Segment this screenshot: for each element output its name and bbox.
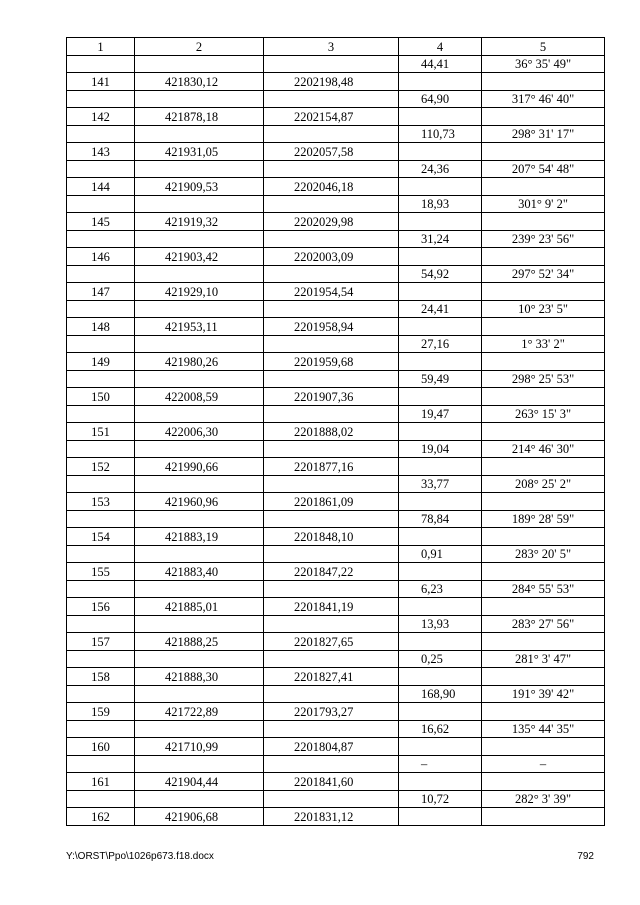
segment-distance: 19,47 (399, 406, 482, 423)
empty-cell (482, 458, 605, 476)
segment-row (67, 651, 605, 668)
header-cell: 1 (67, 38, 135, 56)
empty-cell (482, 703, 605, 721)
empty-cell (399, 423, 482, 441)
empty-cell (67, 91, 135, 108)
empty-cell (135, 91, 264, 108)
y-coordinate: 2201804,87 (264, 738, 399, 756)
y-coordinate: 2201847,22 (264, 563, 399, 581)
empty-cell (67, 336, 135, 353)
point-number: 157 (67, 633, 135, 651)
empty-cell (264, 616, 399, 633)
empty-cell (482, 668, 605, 686)
segment-distance: 54,92 (399, 266, 482, 283)
x-coordinate: 421980,26 (135, 353, 264, 371)
segment-direction-angle: 317° 46' 40" (482, 91, 605, 108)
point-row (67, 108, 605, 126)
empty-cell (67, 546, 135, 563)
segment-direction-angle: 239° 23' 56" (482, 231, 605, 248)
segment-direction-angle: 263° 15' 3" (482, 406, 605, 423)
point-row (67, 493, 605, 511)
segment-direction-angle: 208° 25' 2" (482, 476, 605, 493)
empty-cell (67, 56, 135, 73)
y-coordinate: 2201841,19 (264, 598, 399, 616)
point-number: 160 (67, 738, 135, 756)
segment-row (67, 546, 605, 563)
empty-cell (67, 686, 135, 703)
empty-cell (399, 528, 482, 546)
x-coordinate: 422008,59 (135, 388, 264, 406)
point-row (67, 143, 605, 161)
empty-cell (67, 651, 135, 668)
segment-direction-angle: 1° 33' 2" (482, 336, 605, 353)
empty-cell (135, 616, 264, 633)
point-number: 144 (67, 178, 135, 196)
x-coordinate: 421906,68 (135, 808, 264, 826)
empty-cell (135, 511, 264, 528)
x-coordinate: 421885,01 (135, 598, 264, 616)
empty-cell (135, 161, 264, 178)
segment-row (67, 126, 605, 143)
empty-cell (482, 318, 605, 336)
point-number: 148 (67, 318, 135, 336)
segment-row (67, 476, 605, 493)
empty-cell (135, 581, 264, 598)
segment-row (67, 511, 605, 528)
segment-distance: 33,77 (399, 476, 482, 493)
empty-cell (264, 56, 399, 73)
segment-direction-angle: 10° 23' 5" (482, 301, 605, 318)
x-coordinate: 421919,32 (135, 213, 264, 231)
empty-cell (482, 528, 605, 546)
segment-row (67, 686, 605, 703)
empty-cell (67, 126, 135, 143)
x-coordinate: 421888,30 (135, 668, 264, 686)
y-coordinate: 2201841,60 (264, 773, 399, 791)
segment-row (67, 161, 605, 178)
empty-cell (482, 178, 605, 196)
point-row (67, 808, 605, 826)
empty-cell (135, 756, 264, 773)
header-cell: 5 (482, 38, 605, 56)
x-coordinate: 421888,25 (135, 633, 264, 651)
empty-cell (399, 598, 482, 616)
point-number: 141 (67, 73, 135, 91)
empty-cell (482, 248, 605, 266)
point-number: 145 (67, 213, 135, 231)
x-coordinate: 421960,96 (135, 493, 264, 511)
point-row (67, 773, 605, 791)
empty-cell (135, 721, 264, 738)
empty-cell (264, 126, 399, 143)
empty-cell (399, 808, 482, 826)
empty-cell (482, 773, 605, 791)
y-coordinate: 2201793,27 (264, 703, 399, 721)
point-row (67, 458, 605, 476)
empty-cell (67, 406, 135, 423)
empty-cell (67, 196, 135, 213)
empty-cell (135, 336, 264, 353)
segment-row (67, 231, 605, 248)
y-coordinate: 2201907,36 (264, 388, 399, 406)
empty-cell (399, 283, 482, 301)
y-coordinate: 2202154,87 (264, 108, 399, 126)
empty-cell (67, 791, 135, 808)
empty-cell (135, 441, 264, 458)
empty-cell (135, 266, 264, 283)
point-number: 146 (67, 248, 135, 266)
empty-cell (264, 756, 399, 773)
page-number: 792 (577, 851, 594, 862)
segment-distance: 10,72 (399, 791, 482, 808)
empty-cell (135, 371, 264, 388)
empty-cell (135, 126, 264, 143)
empty-cell (399, 73, 482, 91)
segment-row (67, 441, 605, 458)
x-coordinate: 421883,40 (135, 563, 264, 581)
segment-distance: 168,90 (399, 686, 482, 703)
segment-direction-angle: 36° 35' 49" (482, 56, 605, 73)
segment-distance: 13,93 (399, 616, 482, 633)
segment-row (67, 406, 605, 423)
segment-distance: 16,62 (399, 721, 482, 738)
empty-cell (482, 633, 605, 651)
x-coordinate: 421904,44 (135, 773, 264, 791)
segment-direction-angle: 207° 54' 48" (482, 161, 605, 178)
empty-cell (135, 476, 264, 493)
empty-cell (399, 773, 482, 791)
y-coordinate: 2202029,98 (264, 213, 399, 231)
point-row (67, 703, 605, 721)
empty-cell (67, 231, 135, 248)
segment-distance: 24,36 (399, 161, 482, 178)
point-number: 162 (67, 808, 135, 826)
y-coordinate: 2202003,09 (264, 248, 399, 266)
empty-cell (399, 633, 482, 651)
point-number: 147 (67, 283, 135, 301)
x-coordinate: 421883,19 (135, 528, 264, 546)
segment-direction-angle: 298° 31' 17" (482, 126, 605, 143)
empty-cell (399, 318, 482, 336)
empty-cell (67, 371, 135, 388)
point-number: 150 (67, 388, 135, 406)
segment-direction-angle: 135° 44' 35" (482, 721, 605, 738)
table-header-row (67, 38, 605, 56)
segment-distance: 18,93 (399, 196, 482, 213)
segment-direction-angle: 301° 9' 2" (482, 196, 605, 213)
point-row (67, 248, 605, 266)
point-number: 159 (67, 703, 135, 721)
table-body (67, 56, 605, 826)
empty-cell (264, 336, 399, 353)
empty-cell (482, 283, 605, 301)
empty-cell (264, 651, 399, 668)
empty-cell (482, 108, 605, 126)
empty-cell (399, 213, 482, 231)
segment-distance: 19,04 (399, 441, 482, 458)
empty-cell (482, 493, 605, 511)
empty-cell (399, 353, 482, 371)
point-number: 149 (67, 353, 135, 371)
empty-cell (399, 668, 482, 686)
segment-distance: – (399, 756, 482, 773)
y-coordinate: 2201888,02 (264, 423, 399, 441)
segment-direction-angle: 283° 27' 56" (482, 616, 605, 633)
empty-cell (135, 406, 264, 423)
x-coordinate: 421722,89 (135, 703, 264, 721)
segment-direction-angle: 191° 39' 42" (482, 686, 605, 703)
empty-cell (264, 266, 399, 283)
empty-cell (264, 196, 399, 213)
y-coordinate: 2201827,41 (264, 668, 399, 686)
empty-cell (264, 791, 399, 808)
segment-row (67, 756, 605, 773)
empty-cell (264, 476, 399, 493)
point-row (67, 388, 605, 406)
empty-cell (482, 598, 605, 616)
segment-distance: 44,41 (399, 56, 482, 73)
empty-cell (399, 178, 482, 196)
segment-row (67, 336, 605, 353)
y-coordinate: 2202046,18 (264, 178, 399, 196)
segment-distance: 6,23 (399, 581, 482, 598)
empty-cell (135, 196, 264, 213)
empty-cell (399, 248, 482, 266)
empty-cell (67, 476, 135, 493)
segment-distance: 27,16 (399, 336, 482, 353)
segment-row (67, 371, 605, 388)
segment-row (67, 91, 605, 108)
point-number: 153 (67, 493, 135, 511)
point-row (67, 283, 605, 301)
footer-file-path: Y:\ORST\Ppo\1026p673.f18.docx (66, 851, 214, 862)
empty-cell (264, 546, 399, 563)
y-coordinate: 2201848,10 (264, 528, 399, 546)
point-row (67, 598, 605, 616)
empty-cell (135, 546, 264, 563)
segment-direction-angle: 298° 25' 53" (482, 371, 605, 388)
empty-cell (399, 563, 482, 581)
y-coordinate: 2202057,58 (264, 143, 399, 161)
empty-cell (482, 423, 605, 441)
y-coordinate: 2201827,65 (264, 633, 399, 651)
empty-cell (399, 493, 482, 511)
segment-row (67, 721, 605, 738)
empty-cell (399, 143, 482, 161)
empty-cell (399, 458, 482, 476)
empty-cell (399, 738, 482, 756)
y-coordinate: 2202198,48 (264, 73, 399, 91)
y-coordinate: 2201959,68 (264, 353, 399, 371)
segment-direction-angle: 284° 55' 53" (482, 581, 605, 598)
x-coordinate: 421710,99 (135, 738, 264, 756)
segment-direction-angle: 283° 20' 5" (482, 546, 605, 563)
point-row (67, 668, 605, 686)
point-row (67, 178, 605, 196)
segment-distance: 24,41 (399, 301, 482, 318)
x-coordinate: 421909,53 (135, 178, 264, 196)
segment-distance: 78,84 (399, 511, 482, 528)
segment-distance: 110,73 (399, 126, 482, 143)
empty-cell (135, 231, 264, 248)
segment-row (67, 196, 605, 213)
segment-direction-angle: – (482, 756, 605, 773)
point-number: 155 (67, 563, 135, 581)
empty-cell (135, 686, 264, 703)
empty-cell (67, 301, 135, 318)
y-coordinate: 2201831,12 (264, 808, 399, 826)
segment-row (67, 266, 605, 283)
point-number: 151 (67, 423, 135, 441)
point-row (67, 73, 605, 91)
empty-cell (264, 301, 399, 318)
empty-cell (67, 756, 135, 773)
empty-cell (264, 91, 399, 108)
point-number: 143 (67, 143, 135, 161)
empty-cell (264, 231, 399, 248)
point-row (67, 213, 605, 231)
empty-cell (264, 511, 399, 528)
empty-cell (135, 56, 264, 73)
point-row (67, 318, 605, 336)
x-coordinate: 421903,42 (135, 248, 264, 266)
segment-row (67, 301, 605, 318)
x-coordinate: 422006,30 (135, 423, 264, 441)
empty-cell (135, 301, 264, 318)
segment-row (67, 791, 605, 808)
header-cell: 2 (135, 38, 264, 56)
point-row (67, 633, 605, 651)
segment-distance: 0,91 (399, 546, 482, 563)
empty-cell (264, 581, 399, 598)
point-number: 156 (67, 598, 135, 616)
point-row (67, 423, 605, 441)
segment-direction-angle: 281° 3' 47" (482, 651, 605, 668)
empty-cell (482, 738, 605, 756)
empty-cell (482, 808, 605, 826)
point-number: 154 (67, 528, 135, 546)
segment-direction-angle: 214° 46' 30" (482, 441, 605, 458)
empty-cell (264, 406, 399, 423)
x-coordinate: 421878,18 (135, 108, 264, 126)
x-coordinate: 421990,66 (135, 458, 264, 476)
y-coordinate: 2201954,54 (264, 283, 399, 301)
empty-cell (399, 703, 482, 721)
segment-row (67, 56, 605, 73)
point-row (67, 563, 605, 581)
empty-cell (67, 581, 135, 598)
point-row (67, 738, 605, 756)
empty-cell (67, 266, 135, 283)
empty-cell (264, 721, 399, 738)
y-coordinate: 2201861,09 (264, 493, 399, 511)
empty-cell (67, 511, 135, 528)
empty-cell (482, 213, 605, 231)
empty-cell (264, 441, 399, 458)
segment-direction-angle: 282° 3' 39" (482, 791, 605, 808)
segment-distance: 64,90 (399, 91, 482, 108)
point-number: 158 (67, 668, 135, 686)
empty-cell (264, 371, 399, 388)
empty-cell (67, 161, 135, 178)
empty-cell (399, 388, 482, 406)
point-row (67, 528, 605, 546)
segment-row (67, 616, 605, 633)
empty-cell (482, 353, 605, 371)
segment-distance: 59,49 (399, 371, 482, 388)
header-cell: 4 (399, 38, 482, 56)
x-coordinate: 421931,05 (135, 143, 264, 161)
point-number: 152 (67, 458, 135, 476)
empty-cell (135, 791, 264, 808)
y-coordinate: 2201877,16 (264, 458, 399, 476)
empty-cell (482, 143, 605, 161)
empty-cell (67, 441, 135, 458)
segment-row (67, 581, 605, 598)
empty-cell (482, 563, 605, 581)
empty-cell (482, 388, 605, 406)
segment-direction-angle: 297° 52' 34" (482, 266, 605, 283)
empty-cell (264, 686, 399, 703)
y-coordinate: 2201958,94 (264, 318, 399, 336)
empty-cell (135, 651, 264, 668)
segment-distance: 0,25 (399, 651, 482, 668)
x-coordinate: 421830,12 (135, 73, 264, 91)
empty-cell (264, 161, 399, 178)
header-cell: 3 (264, 38, 399, 56)
empty-cell (67, 721, 135, 738)
x-coordinate: 421953,11 (135, 318, 264, 336)
segment-distance: 31,24 (399, 231, 482, 248)
empty-cell (67, 616, 135, 633)
empty-cell (482, 73, 605, 91)
point-row (67, 353, 605, 371)
segment-direction-angle: 189° 28' 59" (482, 511, 605, 528)
point-number: 161 (67, 773, 135, 791)
point-number: 142 (67, 108, 135, 126)
empty-cell (399, 108, 482, 126)
x-coordinate: 421929,10 (135, 283, 264, 301)
coordinates-table (66, 37, 605, 826)
